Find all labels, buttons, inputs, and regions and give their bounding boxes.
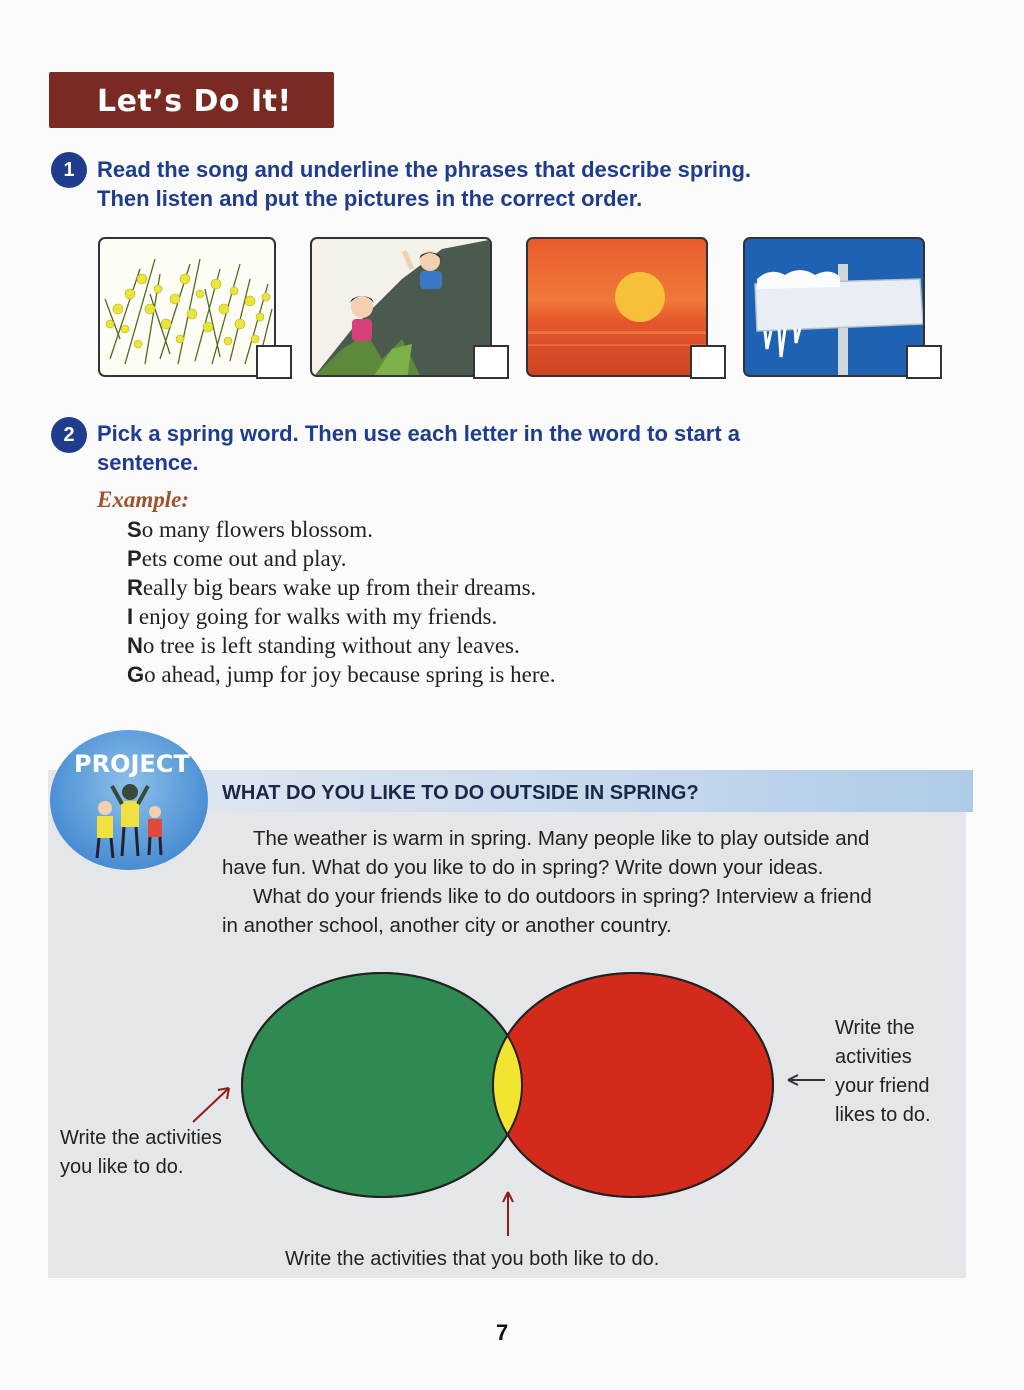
acrostic-letter: S	[127, 517, 142, 542]
acrostic-letter: P	[127, 546, 142, 571]
project-paragraph-line: The weather is warm in spring. Many people like to play outside and	[253, 827, 870, 850]
arrow-bottom	[503, 1192, 513, 1236]
project-title: WHAT DO YOU LIKE TO DO OUTSIDE IN SPRING?	[222, 782, 699, 804]
project-paragraph-line: What do your friends like to do outdoors in spring? Interview a friend	[253, 885, 872, 908]
example-label: Example:	[97, 487, 189, 512]
sentence-text: o tree is left standing without any leaves.	[142, 633, 520, 658]
right-callout-line: activities	[835, 1046, 912, 1068]
arrow-right	[788, 1075, 825, 1085]
sentence-text: ets come out and play.	[141, 546, 347, 571]
venn-left-circle	[242, 973, 522, 1197]
instruction-2-line-1: Pick a spring word. Then use each letter in the word to start a	[97, 421, 741, 446]
instruction-2-line-2: sentence.	[97, 450, 199, 475]
step-number-2: 2	[51, 417, 87, 453]
right-callout-line: your friend	[835, 1075, 930, 1097]
sentence-text: o ahead, jump for joy because spring is here.	[144, 662, 556, 687]
sentence-text: eally big bears wake up from their dreams.	[142, 575, 537, 600]
step-number-1: 1	[51, 152, 87, 188]
bottom-callout: Write the activities that you both like to do.	[285, 1248, 660, 1270]
sentence-text: o many flowers blossom.	[141, 517, 373, 542]
project-badge-label: PROJECT	[74, 750, 190, 778]
page-title: Let’s Do It!	[97, 84, 292, 119]
right-callout-line: Write the	[835, 1017, 915, 1039]
instruction-1-line-2: Then listen and put the pictures in the correct order.	[97, 186, 643, 211]
left-callout-line: Write the activities	[60, 1127, 222, 1149]
project-paragraph-line: in another school, another city or another country.	[222, 914, 672, 937]
venn-right-circle	[493, 973, 773, 1197]
right-callout-line: likes to do.	[835, 1104, 931, 1126]
project-paragraph-line: have fun. What do you like to do in spring? Write down your ideas.	[222, 856, 824, 879]
page-number: 7	[496, 1320, 509, 1345]
acrostic-letter: N	[127, 633, 143, 658]
acrostic-letter: G	[127, 662, 145, 687]
acrostic-letter: I	[127, 604, 134, 629]
sentence-text: enjoy going for walks with my friends.	[133, 604, 498, 629]
acrostic-letter: R	[127, 575, 143, 600]
arrow-left	[193, 1088, 229, 1122]
instruction-1-line-1: Read the song and underline the phrases that describe spring.	[97, 157, 752, 182]
left-callout-line: you like to do.	[60, 1156, 184, 1178]
